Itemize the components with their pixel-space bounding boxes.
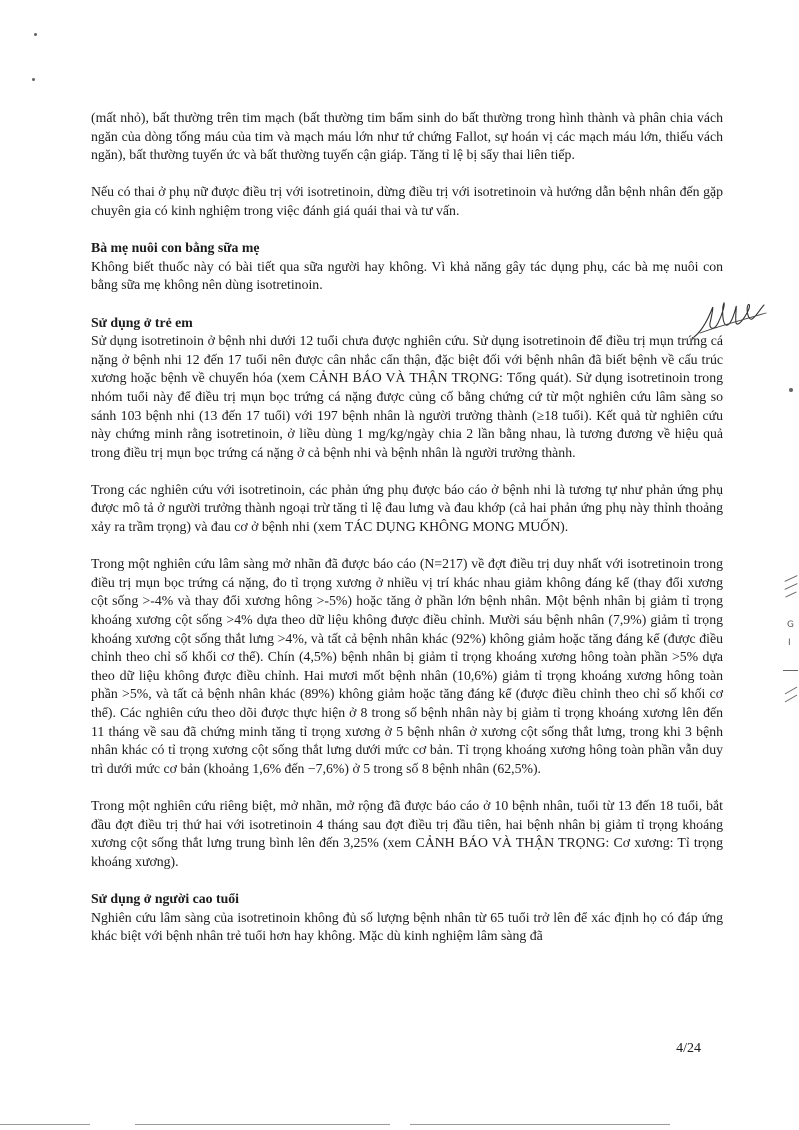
heading-breastfeeding: Bà mẹ nuôi con bằng sữa mẹ xyxy=(91,240,260,256)
paragraph-pediatric-adverse-reactions: Trong các nghiên cứu với isotretinoin, các phản ứng phụ được báo cáo ở bệnh nhi là tương tự như phản ứng phụ được mô tả ở người trưởng thành ngoại trừ tăng tỉ lệ đau lưng và đau khớp (cả hai phản ứng phụ này thỉnh thoảng xảy ra trầm trọng) và đau cơ ở bệnh nhi (xem TÁC DỤNG KHÔNG MONG MUỐN). xyxy=(91,481,723,535)
heading-pediatric-use: Sử dụng ở trẻ em xyxy=(91,314,193,330)
edge-stroke-5 xyxy=(785,687,798,695)
handwritten-signature xyxy=(690,293,770,343)
paragraph-second-course-study: Trong một nghiên cứu riêng biệt, mở nhãn, mở rộng đã được báo cáo ở 10 bệnh nhân, tuổi từ 13 đến 18 tuổi, bắt đầu đợt điều trị thứ hai với isotretinoin 4 tháng sau đợt điều trị đầu tiên, hai bệnh nhân bị giảm tỉ trọng khoáng xương cột sống thắt lưng trung bình lên đến 3,25% (xem CẢNH BÁO VÀ THẬN TRỌNG: Cơ xương: Tỉ trọng khoáng xương). xyxy=(91,797,723,869)
footer-rule-right xyxy=(410,1124,670,1125)
scan-dot-top xyxy=(34,33,37,36)
footer-rule-left xyxy=(0,1124,90,1125)
paragraph-bone-density-study: Trong một nghiên cứu lâm sàng mở nhãn đã được báo cáo (N=217) về đợt điều trị duy nhất với isotretinoin trong điều trị mụn bọc trứng cá nặng, đo tỉ trọng xương ở nhiều vị trí khác nhau giảm không đáng kể (thay đổi xương cột sống >-4% và thay đổi xương hông >-5%) hoặc tăng ở phần lớn bệnh nhân. Một bệnh nhân bị giảm tỉ trọng khoáng xương cột sống >4% dựa theo dữ liệu không được điều chỉnh. Mười sáu bệnh nhân (7,9%) giảm tỉ trọng khoáng xương cột sống thắt lưng >4%, và tất cả bệnh nhân khác (92%) không giảm hoặc tăng đáng kể (được điều chỉnh theo chỉ số khối cơ thể). Chín (4,5%) bệnh nhân bị giảm tỉ trọng khoáng xương hông toàn phần >5% dựa theo dữ liệu không được điều chỉnh. Hai mươi mốt bệnh nhân (10,6%) giảm tỉ trọng khoáng xương hông toàn phần >5%, và tất cả bệnh nhân khác (89%) không giảm hoặc tăng đáng kể (được điều chỉnh theo chỉ số khối cơ thể). Các nghiên cứu theo dõi được thực hiện ở 8 trong số bệnh nhân này bị giảm tỉ trọng khoáng xương lên đến 11 tháng về sau đã chứng minh tăng tỉ trọng xương ở 5 bệnh nhân ở xương cột sống thắt lưng, trong khi 3 bệnh nhân khác có tỉ trọng xương cột sống thắt lưng dưới mức cơ bản. Tỉ trọng khoáng xương hông toàn phần vẫn duy trì dưới mức cơ bản (khoảng 1,6% đến −7,6%) ở 5 trong số 8 bệnh nhân (62,5%). xyxy=(91,556,723,776)
scan-dot-right xyxy=(789,388,793,392)
edge-letter-g: G xyxy=(787,620,794,630)
edge-stroke-3 xyxy=(785,592,796,598)
paragraph-geriatric-use: Nghiên cứu lâm sàng của isotretinoin không đủ số lượng bệnh nhân từ 65 tuổi trở lên để xác định họ có đáp ứng khác biệt với bệnh nhân trẻ tuổi hơn hay không. Mặc dù kinh nghiệm lâm sàng đã xyxy=(91,909,723,944)
edge-stroke-4 xyxy=(783,670,798,671)
page-number: 4/24 xyxy=(676,1041,701,1056)
heading-geriatric-use: Sử dụng ở người cao tuổi xyxy=(91,890,239,906)
edge-letter-i: I xyxy=(788,638,791,648)
scan-dot-second xyxy=(32,78,35,81)
edge-stroke-2 xyxy=(784,583,797,590)
document-body xyxy=(91,109,723,964)
paragraph-pregnancy-advice: Nếu có thai ở phụ nữ được điều trị với isotretinoin, dừng điều trị với isotretinoin và hướng dẫn bệnh nhân đến gặp chuyên gia có kinh nghiệm trong việc đánh giá quái thai và tư vấn. xyxy=(91,184,723,218)
paragraph-birth-defects: (mất nhỏ), bất thường trên tim mạch (bất thường tim bẩm sinh do bất thường trong hình thành và phân chia vách ngăn của dòng tống máu của tim và mạch máu lớn như tứ chứng Fallot, sự hoán vị các mạch máu lớn, thiếu vách ngăn), bất thường tuyến ức và bất thường tuyến cận giáp. Tăng tỉ lệ bị sẩy thai liên tiếp. xyxy=(91,110,723,163)
paragraph-pediatric-use: Sử dụng isotretinoin ở bệnh nhi dưới 12 tuổi chưa được nghiên cứu. Sử dụng isotretinoin để điều trị mụn trứng cá nặng ở bệnh nhi 12 đến 17 tuổi nên được cân nhắc cẩn thận, đặc biệt đối với bệnh nhân đã biết bệnh về cấu trúc xương hoặc bệnh về chuyển hóa (xem CẢNH BÁO VÀ THẬN TRỌNG: Tổng quát). Sử dụng isotretinoin trong nhóm tuổi này để điều trị mụn bọc trứng cá nặng được củng cố bằng chứng cứ từ một nghiên cứu lâm sàng so sánh 103 bệnh nhi (13 đến 17 tuổi) với 197 bệnh nhân là người trưởng thành (≥18 tuổi). Kết quả từ nghiên cứu này chứng minh rằng isotretinoin, ở liều dùng 1 mg/kg/ngày chia 2 lần bằng nhau, là tương đương về hiệu quả trong điều trị mụn bọc trứng cá nặng ở cả bệnh nhi và bệnh nhân là người trưởng thành. xyxy=(91,333,723,460)
edge-stroke-6 xyxy=(785,695,798,703)
footer-rule-mid xyxy=(135,1124,390,1125)
edge-stroke-1 xyxy=(784,575,797,582)
paragraph-breastfeeding: Không biết thuốc này có bài tiết qua sữa người hay không. Vì khả năng gây tác dụng phụ, các bà mẹ nuôi con bằng sữa mẹ không nên dùng isotretinoin. xyxy=(91,258,723,293)
